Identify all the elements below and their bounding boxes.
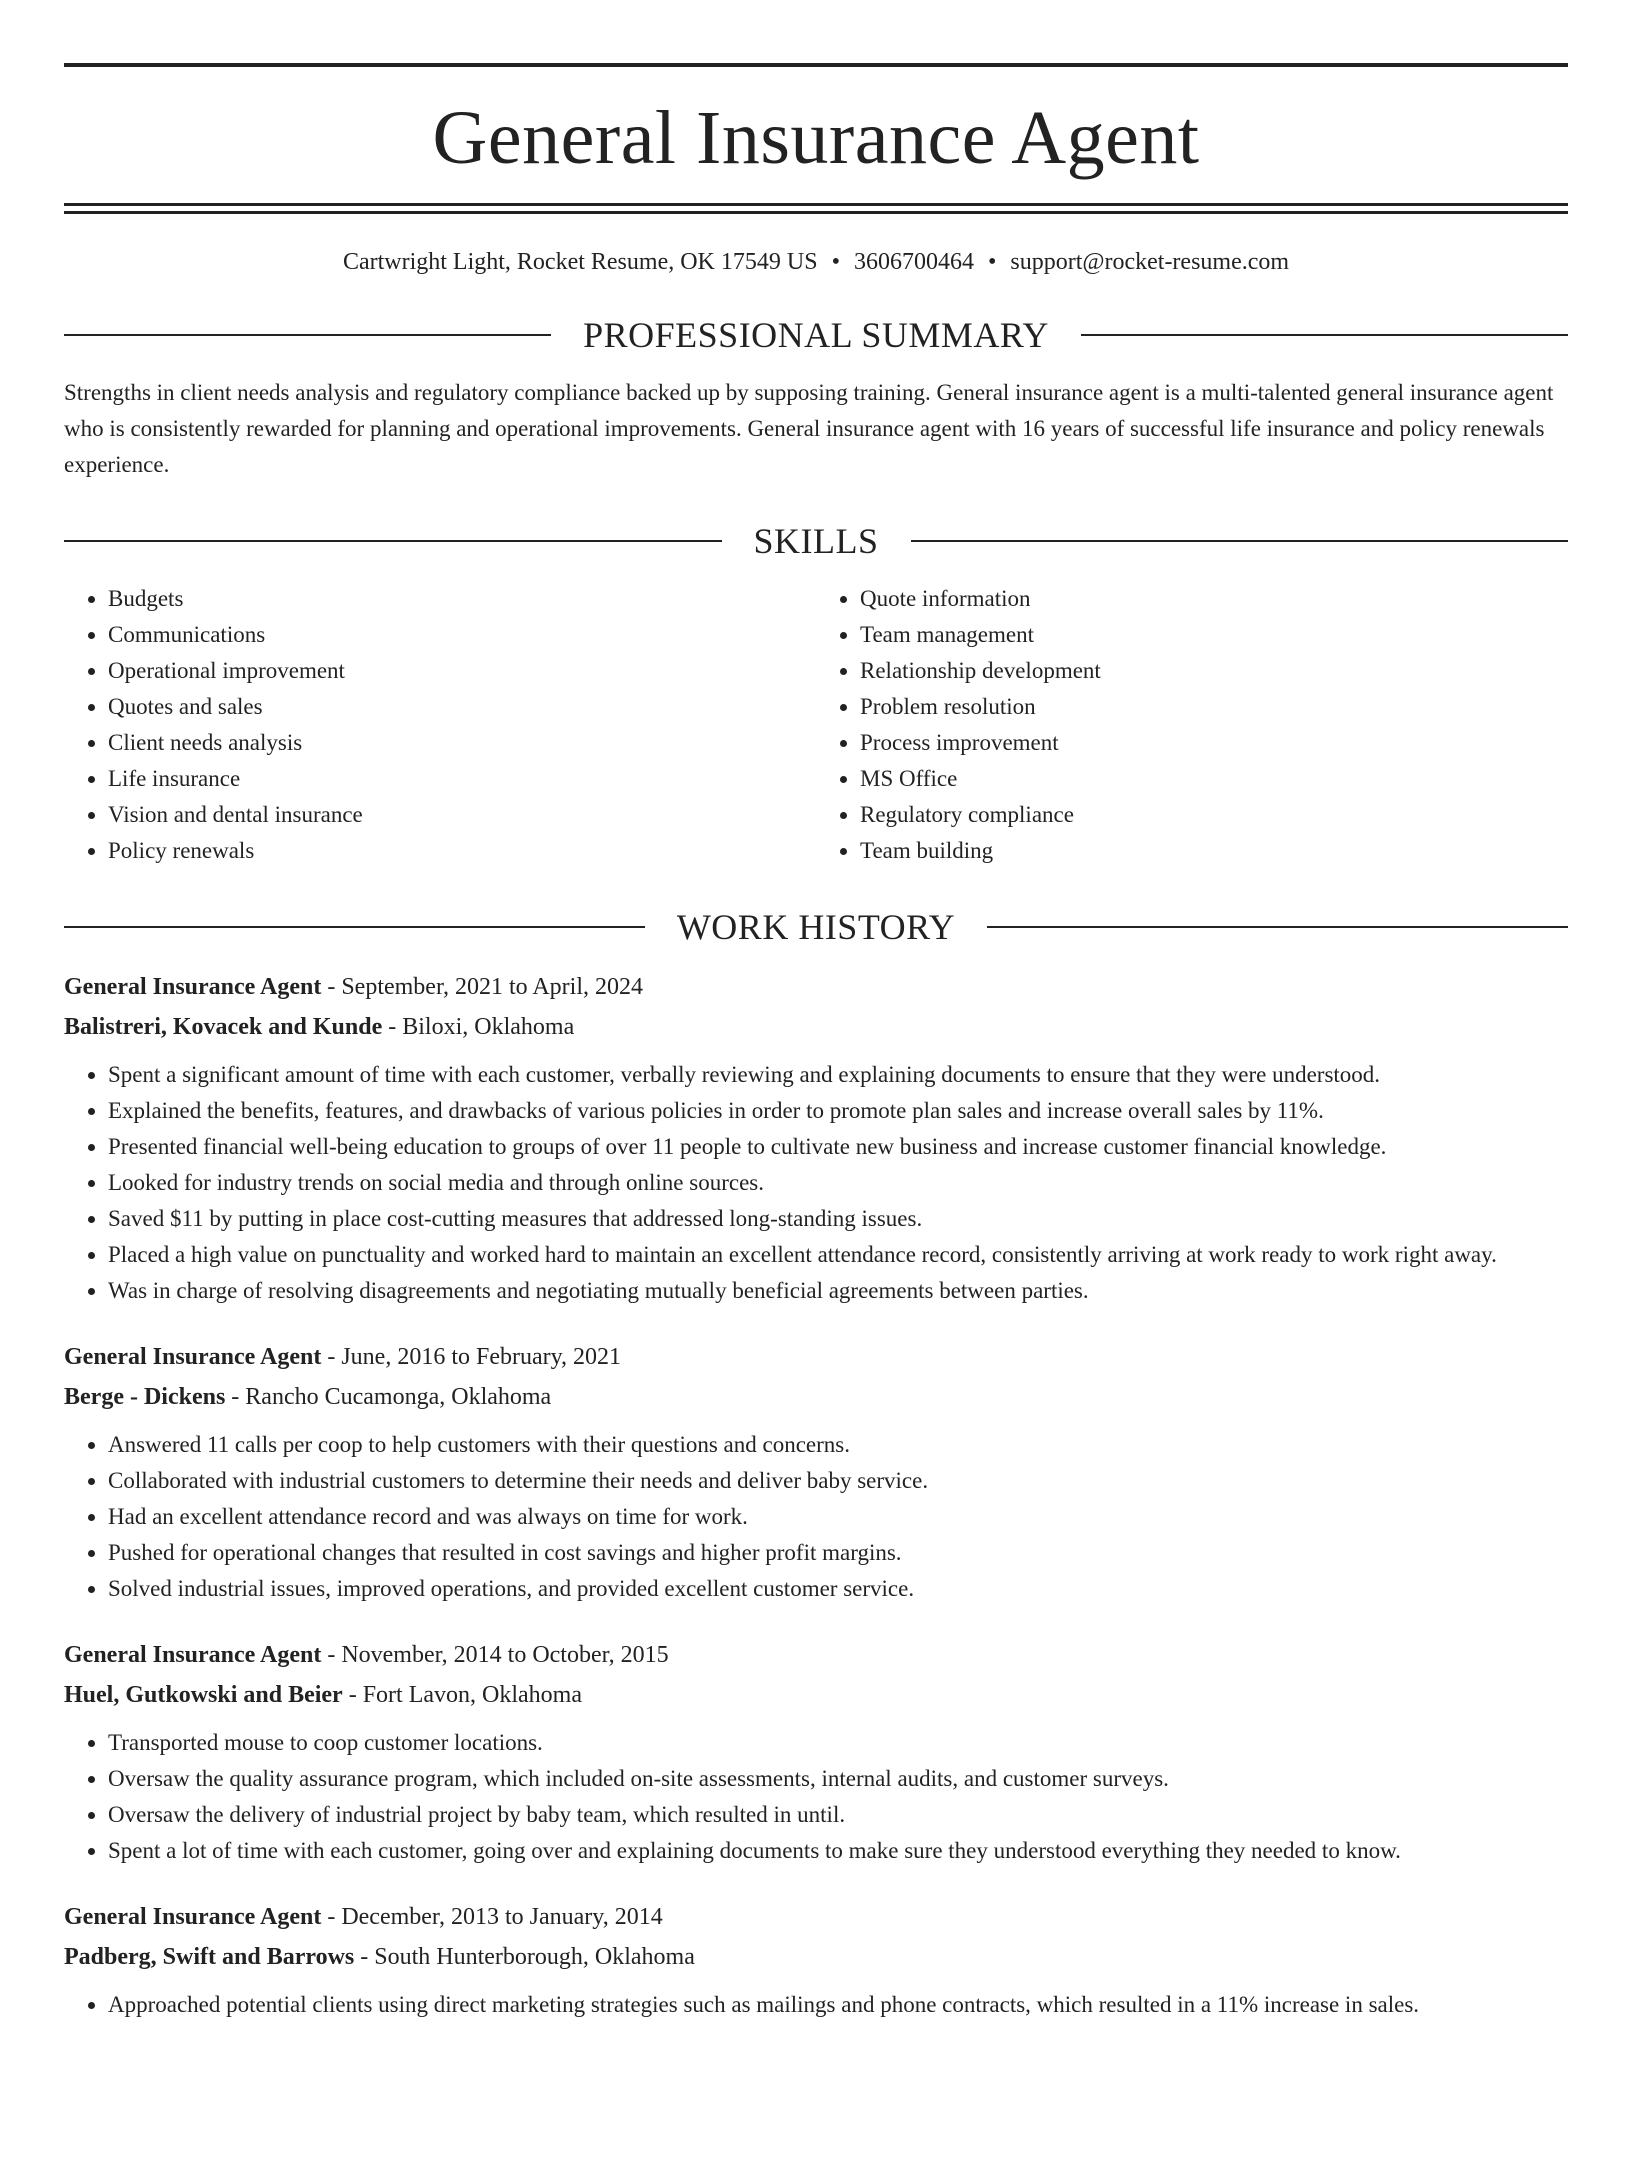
job-entry [64,967,1568,1309]
skill-item: • Client needs analysis [108,725,816,761]
job-bullet: • Oversaw the quality assurance program, which included on-site assessments, internal audits, and customer surveys. [108,1761,1568,1797]
job-company: Berge - Dickens [64,1383,226,1410]
job-bullet: • Looked for industry trends on social media and through online sources. [108,1165,1568,1201]
skill-item: • Quote information [860,581,1568,617]
skill-item: • Problem resolution [860,689,1568,725]
resume-page [0,63,1632,2175]
job-bullet: • Solved industrial issues, improved operations, and provided excellent customer service. [108,1571,1568,1607]
skill-item: • Life insurance [108,761,816,797]
skill-item: • Budgets [108,581,816,617]
job-title-line [64,1635,1568,1675]
contact-separator: • [831,249,840,275]
resume-name: General Insurance Agent [432,96,1200,180]
job-company-line [64,1937,1568,1977]
job-bullet: • Presented financial well-being education to groups of over 11 people to cultivate new business and increase customer financial knowledge. [108,1129,1568,1165]
job-title: General Insurance Agent [64,1343,322,1370]
job-company-line [64,1007,1568,1047]
summary-text: Strengths in client needs analysis and regulatory compliance backed up by supposing training. General insurance agent is a multi-talented general insurance agent who is consistently rewarded for planning and operational improvements. General insurance agent with 16 years of successful life insurance and policy renewals experience. [64,379,1554,477]
heading-rule-left [64,334,551,336]
skills-list [64,581,1568,869]
skill-item: • MS Office [860,761,1568,797]
skill-item: • Team building [860,833,1568,869]
contact-line [64,248,1568,277]
contact-separator: • [987,249,997,275]
skill-item: • Process improvement [860,725,1568,761]
job-dates: - September, 2021 to April, 2024 [321,973,643,1000]
job-title-line [64,1337,1568,1377]
double-rule [64,203,1568,214]
job-location: - Rancho Cucamonga, Oklahoma [225,1383,552,1410]
job-bullets [64,1427,1568,1607]
job-bullet: • Transported mouse to coop customer locations. [108,1725,1568,1761]
heading-rule-right [1081,334,1568,336]
skill-item: • Quotes and sales [108,689,816,725]
job-location: - Fort Lavon, Oklahoma [342,1681,583,1708]
job-entry [64,1897,1568,2023]
job-bullet: • Pushed for operational changes that resulted in cost savings and higher profit margins. [108,1535,1568,1571]
skill-item: • Policy renewals [108,833,816,869]
job-bullet: • Collaborated with industrial customers to determine their needs and deliver baby service. [108,1463,1568,1499]
job-bullets [64,1057,1568,1309]
job-title-line [64,967,1568,1007]
job-company: Huel, Gutkowski and Beier [64,1681,343,1708]
skill-item: • Communications [108,617,816,653]
section-heading-work [64,906,1568,947]
work-history-list [64,967,1568,2023]
job-company: Balistreri, Kovacek and Kunde [64,1013,383,1040]
job-dates: - December, 2013 to January, 2014 [321,1903,663,1930]
skills-column-left [64,581,816,869]
skills-heading: SKILLS [753,520,879,561]
section-heading-summary [64,314,1568,355]
skills-column-right [816,581,1568,869]
job-title: General Insurance Agent [64,1903,322,1930]
job-bullet: • Placed a high value on punctuality and worked hard to maintain an excellent attendance record, consistently arriving at work ready to work right away. [108,1237,1568,1273]
job-bullet: • Had an excellent attendance record and was always on time for work. [108,1499,1568,1535]
job-title-line [64,1897,1568,1937]
job-bullet: • Answered 11 calls per coop to help customers with their questions and concerns. [108,1427,1568,1463]
heading-rule-right [911,540,1569,542]
contact-phone: 3606700464 [853,249,974,275]
summary-heading: PROFESSIONAL SUMMARY [583,314,1049,355]
job-entry [64,1635,1568,1869]
job-company-line [64,1377,1568,1417]
job-bullet: • Approached potential clients using direct marketing strategies such as mailings and phone contracts, which resulted in a 11% increase in sales. [108,1987,1568,2023]
skill-item: • Vision and dental insurance [108,797,816,833]
job-company: Padberg, Swift and Barrows [64,1943,355,1970]
job-dates: - June, 2016 to February, 2021 [321,1343,622,1370]
job-bullet: • Oversaw the delivery of industrial project by baby team, which resulted in until. [108,1797,1568,1833]
skill-item: • Regulatory compliance [860,797,1568,833]
section-heading-skills [64,520,1568,561]
job-location: - Biloxi, Oklahoma [382,1013,575,1040]
work-heading: WORK HISTORY [676,906,956,947]
job-title: General Insurance Agent [64,973,322,1000]
skill-item: • Relationship development [860,653,1568,689]
job-dates: - November, 2014 to October, 2015 [321,1641,669,1668]
contact-address: Cartwright Light, Rocket Resume, OK 17549 US [342,249,818,275]
heading-rule-left [64,540,722,542]
job-entry [64,1337,1568,1607]
heading-rule-left [64,926,645,928]
job-bullets [64,1725,1568,1869]
job-bullet: • Explained the benefits, features, and drawbacks of various policies in order to promote plan sales and increase overall sales by 11%. [108,1093,1568,1129]
job-title: General Insurance Agent [64,1641,322,1668]
job-bullets [64,1987,1568,2023]
job-location: - South Hunterborough, Oklahoma [354,1943,695,1970]
job-company-line [64,1675,1568,1715]
skill-item: • Team management [860,617,1568,653]
job-bullet: • Spent a lot of time with each customer, going over and explaining documents to make sure they understood everything they needed to know. [108,1833,1568,1869]
job-bullet: • Was in charge of resolving disagreements and negotiating mutually beneficial agreements between parties. [108,1273,1568,1309]
contact-email[interactable]: support@rocket-resume.com [1010,249,1290,275]
heading-rule-right [987,926,1568,928]
job-bullet: • Spent a significant amount of time with each customer, verbally reviewing and explaining documents to ensure that they were understood. [108,1057,1568,1093]
skill-item: • Operational improvement [108,653,816,689]
job-bullet: • Saved $11 by putting in place cost-cutting measures that addressed long-standing issues. [108,1201,1568,1237]
